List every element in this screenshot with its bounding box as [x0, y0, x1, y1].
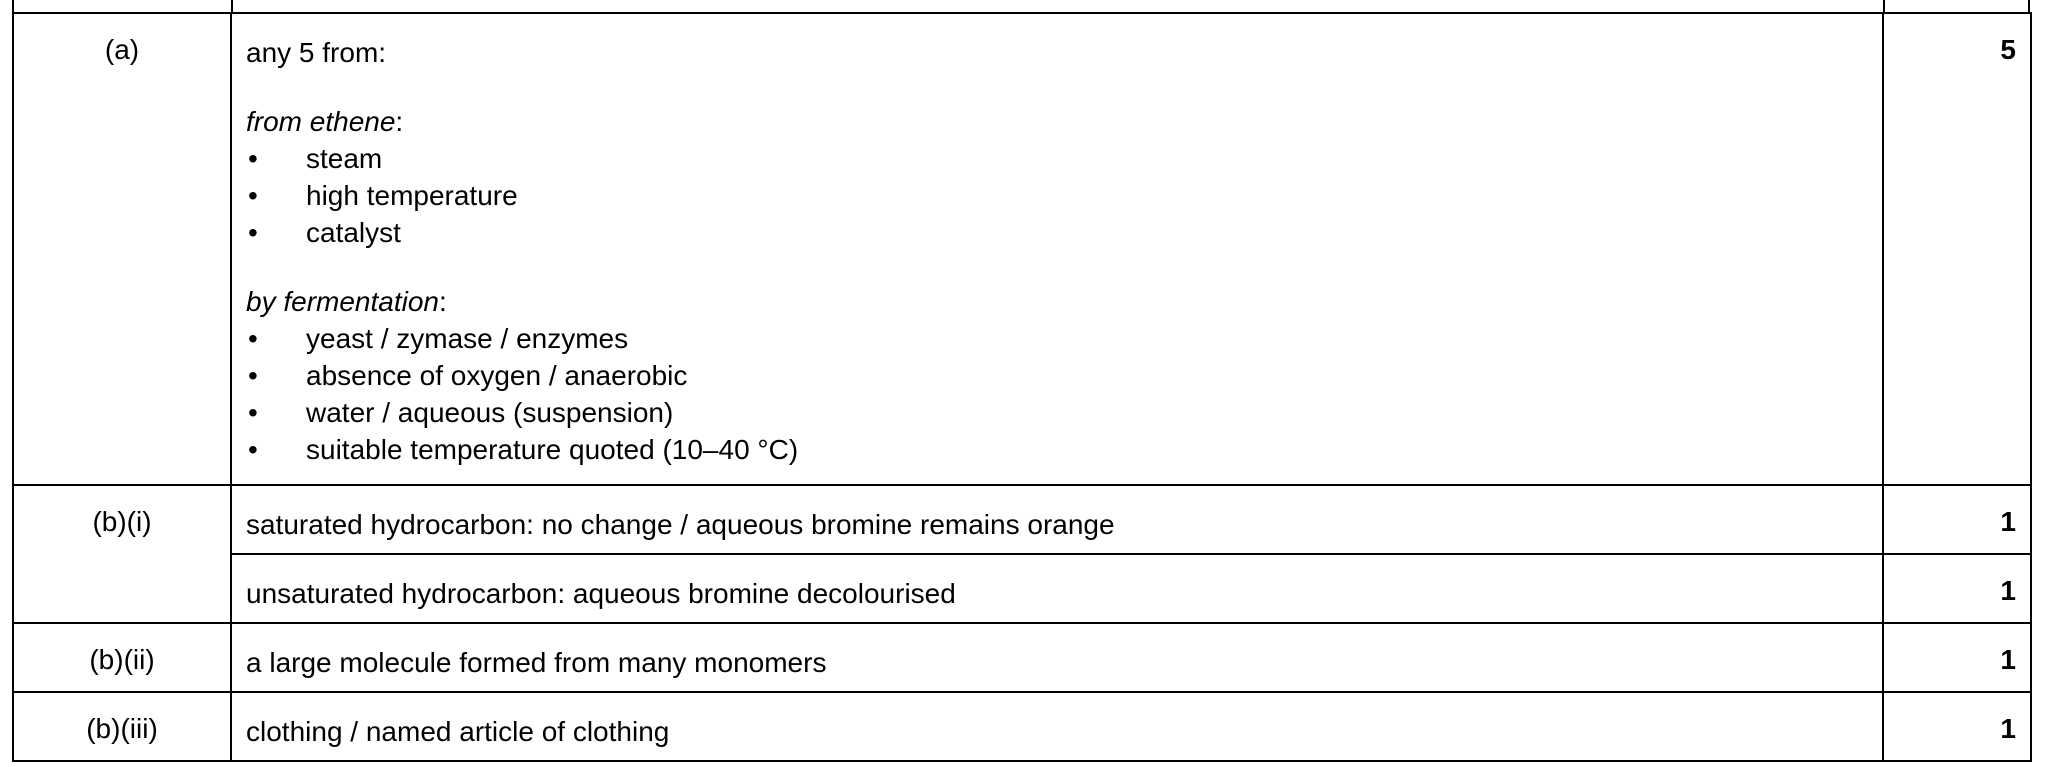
list-item: • water / aqueous (suspension) [246, 394, 1868, 431]
table-row [13, 623, 2031, 692]
marks-cell: 1 [1883, 623, 2031, 692]
marks-cell: 1 [1883, 554, 2031, 623]
table-row [13, 13, 2031, 485]
answer-cell: saturated hydrocarbon: no change / aqueous bromine remains orange [231, 485, 1883, 554]
table-row [13, 692, 2031, 761]
list-item: • suitable temperature quoted (10–40 °C) [246, 431, 1868, 468]
answer-cell [231, 13, 1883, 485]
question-number: (b)(iii) [13, 692, 231, 761]
group-heading-fermentation: by fermentation: [246, 286, 447, 317]
table-row [13, 485, 2031, 554]
marks-cell: 1 [1883, 692, 2031, 761]
answer-cell: clothing / named article of clothing [231, 692, 1883, 761]
list-item: • high temperature [246, 177, 1868, 214]
table-row [13, 554, 2031, 623]
question-number: (a) [13, 13, 231, 485]
question-number: (b)(ii) [13, 623, 231, 692]
marks-cell: 1 [1883, 485, 2031, 554]
list-item: • yeast / zymase / enzymes [246, 320, 1868, 357]
answer-intro: any 5 from: [246, 37, 387, 68]
question-number: (b)(i) [13, 485, 231, 623]
list-item: • absence of oxygen / anaerobic [246, 357, 1868, 394]
ethene-conditions-list [246, 140, 1868, 251]
fermentation-conditions-list [246, 320, 1868, 468]
list-item: • catalyst [246, 214, 1868, 251]
answer-cell: unsaturated hydrocarbon: aqueous bromine decolourised [231, 554, 1883, 623]
group-heading-ethene: from ethene: [246, 106, 404, 137]
mark-scheme-table [12, 12, 2032, 762]
list-item: • steam [246, 140, 1868, 177]
marks-cell: 5 [1883, 13, 2031, 485]
answer-cell: a large molecule formed from many monomers [231, 623, 1883, 692]
